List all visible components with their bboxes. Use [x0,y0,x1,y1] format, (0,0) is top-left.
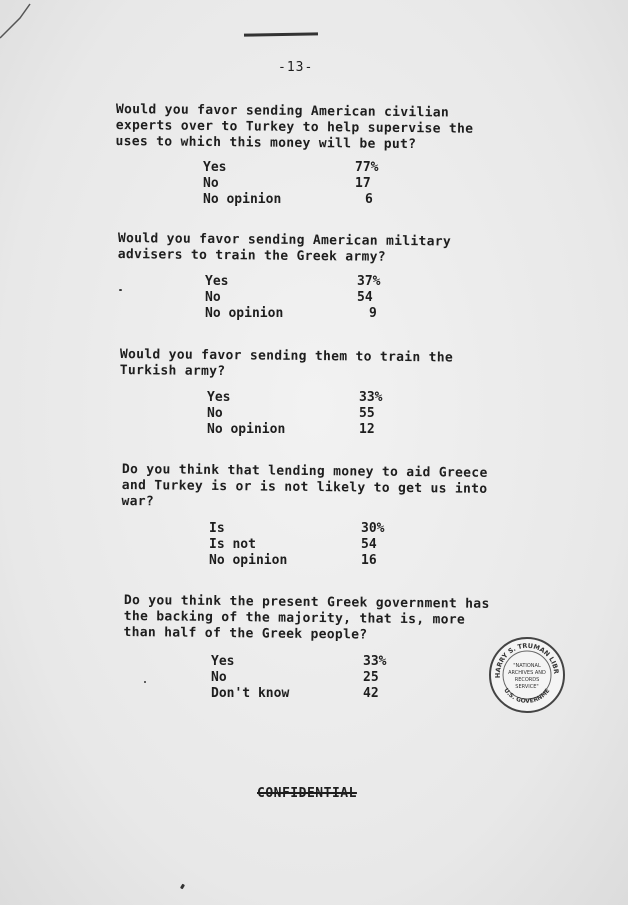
question-1-text: Would you favor sending American civilian experts over to Turkey to help supervise the uses to which this money will be put? [115,102,474,153]
archive-stamp [488,636,566,714]
answer-row [207,406,397,422]
answer-value: 6 [365,192,373,207]
answer-value: 42 [363,686,379,701]
answer-label: Yes [211,654,235,669]
question-3-text: Would you favor sending them to train the Turkish army? [119,347,454,380]
ink-speck [144,681,146,683]
question-4-answers [209,521,399,569]
answer-row [209,553,399,569]
answer-value: 16 [361,553,377,568]
answer-label: Don't know [211,686,290,701]
question-4-text: Do you think that lending money to aid Greece and Turkey is or is not likely to get us into war? [121,462,488,510]
answer-label: No [203,176,219,191]
answer-value: 30% [361,521,385,536]
question-2-text: Would you favor sending American military advisers to train the Greek army? [117,231,452,265]
question-1-answers [203,160,393,208]
answer-row [209,537,399,553]
stamp-center-line: RECORDS [514,677,540,683]
answer-row [203,160,393,176]
answer-value: 17 [355,176,371,191]
answer-label: No [207,406,223,421]
answer-value: 37% [357,274,381,289]
answer-label: Yes [207,390,231,405]
answer-label: No [211,670,227,685]
answer-label: Is [209,521,225,536]
stamp-center-line: SERVICE" [515,684,539,690]
stamp-ring-text: HARRY S. TRUMAN LIBR [493,641,561,679]
answer-row [203,176,393,192]
answer-row [211,670,401,686]
ink-speck [180,884,185,890]
answer-row [211,654,401,670]
question-2-answers [205,274,395,322]
answer-value: 54 [357,290,373,305]
top-rule [244,32,318,36]
answer-value: 77% [355,160,379,175]
answer-label: No opinion [209,553,288,568]
answer-value: 33% [363,654,387,669]
question-5-answers [211,654,401,702]
answer-label: Is not [209,537,256,552]
answer-row [203,192,393,208]
answer-value: 12 [359,422,375,437]
answer-label: Yes [203,160,227,175]
page-number: -13- [278,60,314,75]
answer-value: 9 [369,306,377,321]
answer-row [207,422,397,438]
stamp-bottom-text: U.S. GOVERNME [502,687,552,705]
question-3-answers [207,390,397,438]
answer-label: No opinion [207,422,286,437]
answer-row [205,290,395,306]
answer-value: 55 [359,406,375,421]
answer-label: No opinion [203,192,282,207]
answer-label: Yes [205,274,229,289]
archive-stamp-seal [488,636,566,714]
answer-label: No opinion [205,306,284,321]
answer-row [207,390,397,406]
confidential-footer: CONFIDENTIAL [257,786,357,801]
answer-value: 54 [361,537,377,552]
answer-row [209,521,399,537]
stamp-center-line: ARCHIVES AND [508,670,546,676]
question-5-text: Do you think the present Greek government has the backing of the majority, that is, more than half of the Greek people? [123,593,490,643]
answer-row [205,306,395,322]
answer-row [205,274,395,290]
corner-scan-mark [0,0,40,40]
stamp-center-line: "NATIONAL [513,663,541,669]
answer-value: 33% [359,390,383,405]
answer-value: 25 [363,670,379,685]
answer-row [211,686,401,702]
ink-speck [119,289,122,291]
answer-label: No [205,290,221,305]
